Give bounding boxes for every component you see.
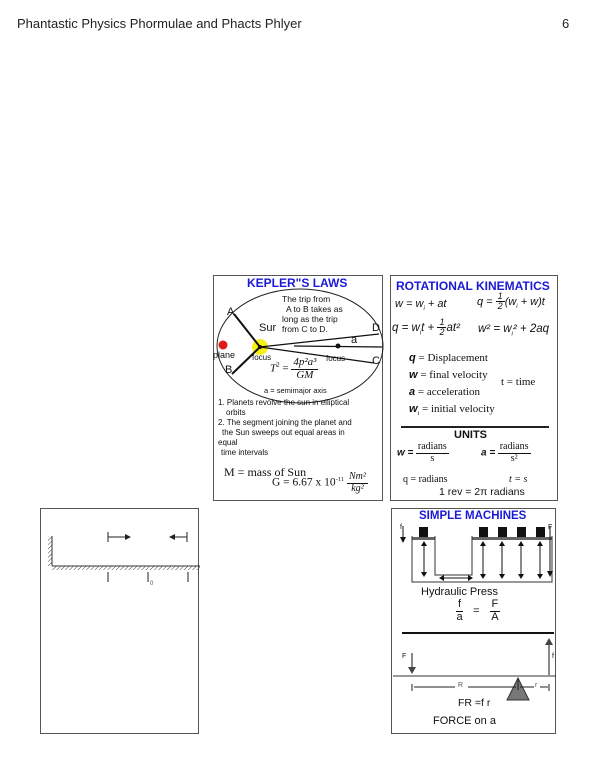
formula-T-exp: 2 (276, 360, 280, 369)
g-num: Nm² (348, 471, 366, 482)
trip-note-line: from C to D. (282, 324, 328, 334)
units-w-num: radians (417, 441, 447, 452)
eq3-mid: t + (421, 321, 435, 334)
simple-machines-panel (391, 508, 556, 734)
eq3-tail: at² (446, 321, 460, 334)
tick-label-zero: 0 (150, 581, 154, 587)
label-B: B (225, 364, 233, 376)
units-a-den: s² (510, 452, 518, 464)
motion-diagram-panel (40, 508, 199, 734)
eq3-den: 2 (439, 327, 445, 338)
lever-force-down-icon (408, 667, 416, 674)
eq-velocity-squared (478, 323, 549, 337)
eq3-num: 1 (439, 317, 445, 327)
g-exp: -11 (335, 475, 345, 483)
eq1: w = w (395, 298, 424, 310)
rotational-kinematics-panel (390, 275, 558, 501)
law-line: 2. The segment joining the planet and (218, 418, 352, 427)
units-divider (401, 426, 549, 428)
keplers-laws-title: KEPLER"S LAWS (247, 276, 348, 290)
lever-diagram (392, 627, 557, 727)
small-force-label: f (400, 524, 402, 531)
units-a-lhs: a = (481, 447, 496, 459)
force-on-a-caption: FORCE on a (433, 715, 496, 727)
formula-num: 4p²a³ (293, 356, 317, 368)
eq2-num: 1 (497, 291, 503, 301)
eq4: w² = w (478, 323, 512, 335)
formula-T: T (270, 362, 277, 375)
units-revolution: 1 rev = 2π radians (439, 486, 525, 498)
lever-r-label: r (535, 682, 538, 689)
def-text: = final velocity (417, 369, 488, 381)
lever-F-label: F (402, 653, 407, 660)
units-angular-acceleration (481, 442, 531, 464)
arrow-right-icon (125, 534, 131, 540)
eq1-sub: i (423, 306, 425, 313)
label-semimajor-a: a (351, 334, 358, 346)
hydraulic-press-label: Hydraulic Press (421, 586, 499, 598)
trip-note-line: A to B takes as (286, 304, 343, 314)
page-header-title: Phantastic Physics Phormulae and Phacts Phlyer (17, 16, 302, 31)
def-text: = Displacement (415, 352, 488, 364)
eq-average-displacement (477, 292, 545, 312)
eq3-lhs: q = w (392, 321, 420, 334)
law-line: orbits (226, 408, 246, 417)
ratio-f: f (458, 598, 462, 610)
eq3-sub: i (419, 330, 422, 337)
keplers-laws-panel (213, 275, 383, 501)
def-sym: q (409, 352, 416, 364)
law-line: time intervals (221, 448, 269, 457)
eq2-den: 2 (497, 301, 503, 312)
motion-diagram (41, 509, 200, 609)
force-down-small-icon (400, 537, 406, 543)
label-focus-2: focus (326, 354, 346, 363)
eq2-end: + w)t (517, 295, 545, 308)
label-planet: plane (213, 350, 236, 360)
units-angular-velocity (397, 442, 449, 464)
units-time: t = s (509, 474, 528, 485)
gravitational-constant (272, 472, 368, 494)
def-sym: w (409, 369, 418, 381)
big-force-label: F (548, 524, 553, 531)
ratio-a: a (456, 610, 463, 623)
label-D: D (372, 322, 380, 334)
formula-eq: = (282, 362, 289, 375)
ratio-eq: = (473, 605, 480, 618)
units-title: UNITS (454, 429, 487, 441)
lever-equation: FR =f r (458, 697, 491, 709)
trip-note-line: The trip from (282, 294, 331, 304)
def-text: = acceleration (415, 386, 480, 398)
simple-machines-title: SIMPLE MACHINES (419, 510, 527, 522)
g-lhs: G = 6.67 x 10 (272, 476, 336, 489)
eq-angular-velocity (395, 298, 447, 312)
lever-f-label: f (552, 653, 554, 660)
formula-den: GM (296, 368, 314, 381)
lever-force-up-icon (545, 638, 553, 645)
planet-icon (219, 341, 228, 350)
def-final-velocity (409, 367, 495, 384)
g-den: kg² (351, 482, 364, 494)
trip-note-line: long as the trip (282, 314, 338, 324)
label-C: C (372, 355, 380, 367)
units-displacement: q = radians (403, 474, 448, 485)
mass-of-sun: M = mass of Sun (224, 465, 307, 479)
def-text: = initial velocity (419, 403, 495, 415)
eq2-lhs: q = (477, 295, 493, 308)
eq1-tail: + at (424, 298, 447, 310)
eq-displacement (392, 318, 460, 338)
def-acceleration (409, 384, 495, 401)
keplers-third-law (270, 357, 318, 381)
eq2-sub: i (516, 304, 518, 311)
def-initial-velocity (409, 401, 495, 423)
time-definition: t = time (501, 376, 536, 388)
variable-definitions (409, 350, 495, 423)
rotational-kinematics-title: ROTATIONAL KINEMATICS (396, 279, 550, 293)
page-number: 6 (562, 16, 570, 31)
ratio-F: F (491, 598, 499, 610)
law-line: equal (218, 438, 238, 447)
def-displacement (409, 350, 495, 367)
eq4-sub: i (511, 331, 513, 338)
label-focus-1: focus (252, 353, 272, 362)
law-line: the Sun sweeps out equal areas in (222, 428, 345, 437)
ratio-A: A (491, 610, 499, 623)
arrow-left-icon (169, 534, 175, 540)
label-sun: Sur (259, 322, 277, 334)
def-sym: a (409, 386, 416, 398)
law-line: 1. Planets revolve the sun in elliptical (218, 398, 350, 407)
units-w-den: s (430, 452, 435, 464)
units-w-lhs: w = (397, 447, 414, 459)
eq4-tail: ² + 2aq (512, 323, 550, 335)
units-a-num: radians (499, 441, 529, 452)
hydraulic-ratio (456, 599, 500, 623)
lever-R-label: R (458, 682, 464, 689)
def-sym: w (409, 403, 418, 415)
trip-note (282, 294, 343, 334)
eq2-tail: (w (504, 295, 517, 308)
label-A: A (227, 306, 235, 318)
semimajor-def: a = semimajor axis (264, 386, 327, 395)
kepler-laws-list (218, 398, 352, 458)
def-sub: i (417, 411, 420, 418)
